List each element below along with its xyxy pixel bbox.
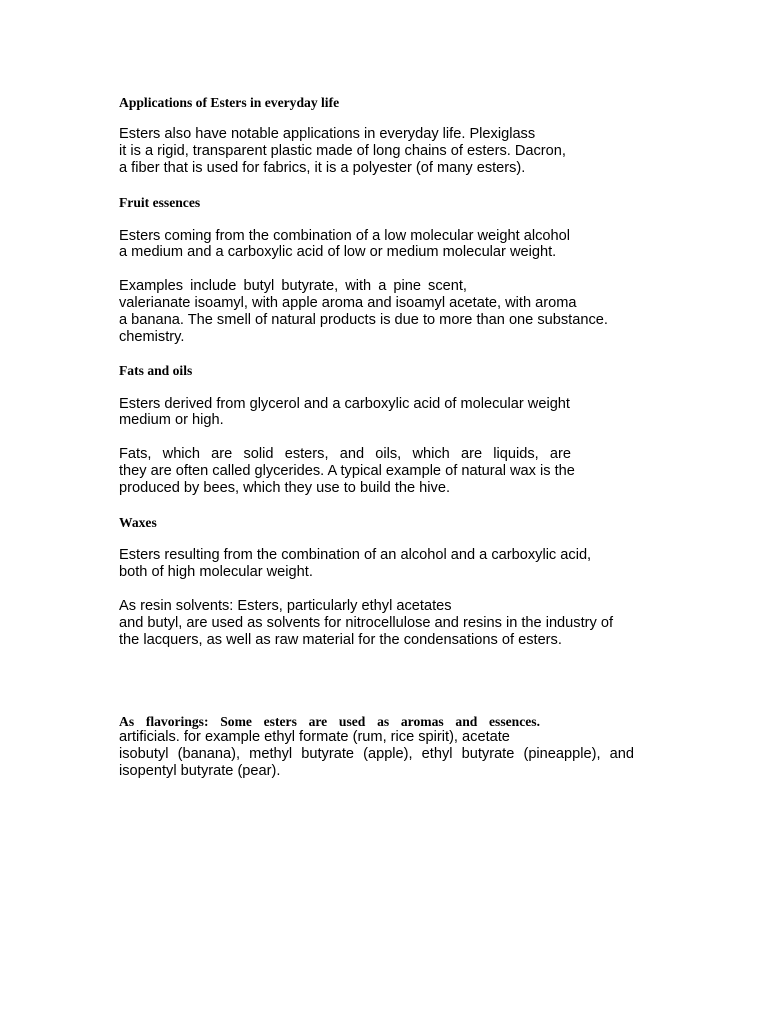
paragraph-line: the lacquers, as well as raw material for the condensations of esters. xyxy=(119,632,562,648)
paragraph-line: chemistry. xyxy=(119,329,185,345)
section-title-applications: Applications of Esters in everyday life xyxy=(119,95,340,110)
paragraph-line: Esters coming from the combination of a low molecular weight alcohol xyxy=(119,228,570,244)
paragraph-line: As resin solvents: Esters, particularly ethyl acetates xyxy=(119,598,452,614)
paragraph-line: it is a rigid, transparent plastic made of long chains of esters. Dacron, xyxy=(119,143,566,159)
paragraph-line: Esters also have notable applications in everyday life. Plexiglass xyxy=(119,126,536,142)
section-title-fats-and-oils: Fats and oils xyxy=(119,363,193,378)
paragraph-line: Esters resulting from the combination of an alcohol and a carboxylic acid, xyxy=(119,547,592,563)
paragraph-line: produced by bees, which they use to build the hive. xyxy=(119,480,451,496)
paragraph-line: medium or high. xyxy=(119,412,224,428)
section-title-flavorings: As flavorings: Some esters are used as aromas and essences. xyxy=(119,714,540,729)
paragraph-line: a medium and a carboxylic acid of low or medium molecular weight. xyxy=(119,244,557,260)
paragraph-line: isobutyl (banana), methyl butyrate (apple), ethyl butyrate (pineapple), and xyxy=(119,746,634,762)
paragraph-line: artificials. for example ethyl formate (rum, rice spirit), acetate xyxy=(119,729,510,745)
paragraph-line: a fiber that is used for fabrics, it is a polyester (of many esters). xyxy=(119,160,526,176)
paragraph-line: both of high molecular weight. xyxy=(119,564,313,580)
paragraph-line: a banana. The smell of natural products is due to more than one substance. xyxy=(119,312,608,328)
paragraph-line: Esters derived from glycerol and a carboxylic acid of molecular weight xyxy=(119,396,570,412)
paragraph-line: Fats, which are solid esters, and oils, which are liquids, are xyxy=(119,446,571,462)
paragraph-line: they are often called glycerides. A typical example of natural wax is the xyxy=(119,463,575,479)
paragraph-line: Examples include butyl butyrate, with a pine scent, xyxy=(119,278,467,294)
paragraph-line: and butyl, are used as solvents for nitrocellulose and resins in the industry of xyxy=(119,615,614,631)
paragraph-line: valerianate isoamyl, with apple aroma and isoamyl acetate, with aroma xyxy=(119,295,577,311)
section-title-waxes: Waxes xyxy=(119,515,157,530)
section-title-fruit-essences: Fruit essences xyxy=(119,195,201,210)
paragraph-line: isopentyl butyrate (pear). xyxy=(119,763,281,779)
